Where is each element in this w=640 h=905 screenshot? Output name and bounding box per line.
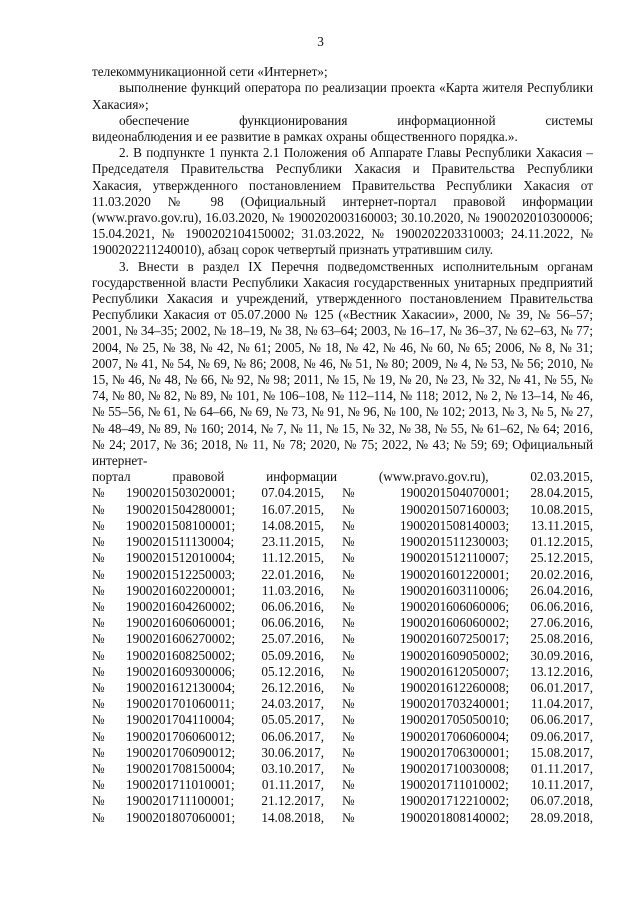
publication-date: 23.11.2015, — [261, 534, 324, 550]
no-sign: № — [92, 615, 105, 631]
publication-references-table — [92, 485, 593, 825]
registration-number: 1900201603110006; — [400, 582, 509, 598]
publication-date: 13.11.2015, — [530, 517, 593, 533]
no-sign: № — [92, 809, 105, 825]
no-sign: № — [92, 777, 105, 793]
no-sign: № — [342, 485, 355, 501]
registration-number: 1900201711010002; — [400, 777, 509, 793]
publication-date: 22.01.2016, — [261, 566, 324, 582]
no-sign: № — [342, 517, 355, 533]
no-sign: № — [92, 744, 105, 760]
registration-number: 1900201609050002; — [400, 647, 510, 663]
no-sign: № — [342, 566, 355, 582]
no-sign: № — [92, 582, 105, 598]
no-sign: № — [342, 744, 355, 760]
paragraph-item-3: 3. Внести в раздел IX Перечня подведомственных исполнительным органам государственной власти Республики Хакасия государственных унитарных предприятий Республики Хакасия и учреждений, утвержденного постановлением Правительства Республики Хакасия от 05.07.2000 № 125 («Вестник Хакасии», 2000, № 39, № 56–57; 2001, № 34–35; 2002, № 18–19, № 38, № 63–64; 2003, № 16–17, № 36–37, № 62–63, № 77; 2004, № 25, № 38, № 42, № 61; 2005, № 18, № 42, № 46, № 60, № 65; 2006, № 8, № 31; 2007, № 41, № 54, № 69, № 86; 2008, № 46, № 51, № 80; 2009, № 4, № 53, № 56; 2010, № 15, № 46, № 48, № 66, № 92, № 98; 2011, № 15, № 19, № 20, № 23, № 32, № 41, № 55, № 74, № 80, № 82, № 89, № 101, № 106–108, № 112–114, № 118; 2012, № 2, № 13–14, № 46, № 55–56, № 61, № 64–66, № 69, № 73, № 91, № 96, № 100, № 102; 2013, № 3, № 5, № 27, № 48–49, № 89, № 160; 2014, № 7, № 11, № 15, № 32, № 38, № 55, № 61–62, № 64; 2016, № 24; 2017, № 36; 2018, № 11, № 78; 2020, № 75; 2022, № 43; № 59; 69; Официальный интернет- — [92, 258, 593, 469]
registration-number: 1900201604260002; — [126, 598, 236, 614]
publication-date: 28.04.2015, — [530, 485, 593, 501]
table-row — [92, 712, 593, 728]
publication-date: 13.12.2016, — [530, 663, 593, 679]
table-row — [92, 518, 593, 534]
registration-number: 1900201512250003; — [126, 566, 236, 582]
registration-number: 1900201701060011; — [126, 696, 235, 712]
table-row — [92, 664, 593, 680]
publication-date: 25.07.2016, — [261, 631, 324, 647]
table-row — [92, 631, 593, 647]
registration-number: 1900201612130004; — [126, 679, 236, 695]
no-sign: № — [342, 777, 355, 793]
registration-number: 1900201706060012; — [126, 728, 236, 744]
registration-number: 1900201808140002; — [400, 809, 510, 825]
paragraph-item-2: 2. В подпункте 1 пункта 2.1 Положения об Аппарате Главы Республики Хакасия – Председателя Правительства Республики Хакасия и Правительства Республики Хакасия, утвержденного постановлением Правительства Республики Хакасия от 11.03.2020 № 98 (Официальный интернет-портал правовой информации (www.pravo.gov.ru), 16.03.2020, № 1900202003160003; 30.10.2020, № 1900202010300006; 15.04.2021, № 1900202104150002; 31.03.2022, № 1900202203310003; 24.11.2022, № 1900202211240010), абзац сорок четвертый признать утратившим силу. — [92, 145, 593, 258]
word: информационной — [397, 112, 496, 128]
registration-number: 1900201612260008; — [400, 679, 510, 695]
publication-date: 26.12.2016, — [261, 679, 324, 695]
publication-date: 01.11.2017, — [530, 760, 593, 776]
publication-date: 25.08.2016, — [530, 631, 593, 647]
table-row — [92, 550, 593, 566]
page-number: 3 — [317, 34, 324, 49]
paragraph-operator-functions: выполнение функций оператора по реализации проекта «Карта жителя Республики Хакасия»; — [92, 80, 593, 112]
word: (www.pravo.gov.ru), — [378, 469, 489, 485]
registration-number: 1900201504070001; — [400, 485, 510, 501]
registration-number: 1900201508100001; — [126, 517, 236, 533]
publication-date: 06.06.2016, — [530, 598, 593, 614]
publication-date: 06.06.2016, — [261, 598, 324, 614]
no-sign: № — [342, 615, 355, 631]
table-row — [92, 648, 593, 664]
publication-date: 07.04.2015, — [261, 485, 324, 501]
text-line-spread — [92, 113, 593, 129]
publication-date: 15.08.2017, — [530, 744, 593, 760]
registration-number: 1900201606270002; — [126, 631, 236, 647]
word: функционирования — [239, 112, 348, 128]
registration-number: 1900201503020001; — [126, 485, 236, 501]
no-sign: № — [92, 517, 105, 533]
word: портал — [92, 469, 131, 485]
word: обеспечение — [119, 112, 190, 128]
table-row — [92, 485, 593, 501]
publication-date: 10.11.2017, — [530, 777, 593, 793]
portal-line — [92, 469, 593, 485]
no-sign: № — [342, 647, 355, 663]
table-row — [92, 680, 593, 696]
word: 02.03.2015, — [530, 469, 593, 485]
registration-number: 1900201703240001; — [400, 696, 510, 712]
publication-date: 06.06.2017, — [261, 728, 324, 744]
table-row — [92, 777, 593, 793]
publication-date: 01.12.2015, — [530, 534, 593, 550]
table-row — [92, 810, 593, 826]
registration-number: 1900201710030008; — [400, 760, 510, 776]
publication-date: 06.06.2017, — [530, 712, 593, 728]
no-sign: № — [342, 550, 355, 566]
registration-number: 1900201608250002; — [126, 647, 236, 663]
word: информации — [266, 469, 338, 485]
no-sign: № — [342, 679, 355, 695]
publication-date: 01.11.2017, — [261, 777, 324, 793]
no-sign: № — [342, 582, 355, 598]
registration-number: 1900201602200001; — [126, 582, 236, 598]
table-row — [92, 502, 593, 518]
no-sign: № — [92, 663, 105, 679]
no-sign: № — [342, 534, 355, 550]
text-line: телекоммуникационной сети «Интернет»; — [92, 64, 328, 80]
no-sign: № — [342, 712, 355, 728]
no-sign: № — [342, 631, 355, 647]
publication-date: 05.05.2017, — [261, 712, 324, 728]
registration-number: 1900201712210002; — [400, 793, 510, 809]
registration-number: 1900201512110007; — [400, 550, 509, 566]
publication-date: 06.01.2017, — [530, 679, 593, 695]
table-row — [92, 761, 593, 777]
registration-number: 1900201508140003; — [400, 517, 510, 533]
no-sign: № — [92, 679, 105, 695]
no-sign: № — [92, 550, 105, 566]
publication-date: 26.04.2016, — [530, 582, 593, 598]
publication-date: 10.08.2015, — [530, 501, 593, 517]
publication-date: 27.06.2016, — [530, 615, 593, 631]
no-sign: № — [92, 501, 105, 517]
publication-date: 11.04.2017, — [530, 696, 593, 712]
registration-number: 1900201609300006; — [126, 663, 236, 679]
registration-number: 1900201704110004; — [126, 712, 235, 728]
publication-date: 24.03.2017, — [261, 696, 324, 712]
no-sign: № — [92, 696, 105, 712]
publication-date: 11.03.2016, — [261, 582, 324, 598]
registration-number: 1900201511230003; — [400, 534, 509, 550]
publication-date: 14.08.2015, — [261, 517, 324, 533]
text-line: видеонаблюдения и ее развитие в рамках охраны общественного порядка.». — [92, 129, 518, 145]
table-row — [92, 729, 593, 745]
registration-number: 1900201504280001; — [126, 501, 236, 517]
no-sign: № — [342, 809, 355, 825]
publication-date: 30.06.2017, — [261, 744, 324, 760]
registration-number: 1900201612050007; — [400, 663, 510, 679]
no-sign: № — [92, 598, 105, 614]
no-sign: № — [342, 696, 355, 712]
registration-number: 1900201807060001; — [126, 809, 236, 825]
publication-date: 05.09.2016, — [261, 647, 324, 663]
registration-number: 1900201706090012; — [126, 744, 236, 760]
no-sign: № — [92, 566, 105, 582]
registration-number: 1900201512010004; — [126, 550, 236, 566]
registration-number: 1900201706300001; — [400, 744, 510, 760]
table-row — [92, 583, 593, 599]
no-sign: № — [92, 631, 105, 647]
publication-date: 16.07.2015, — [261, 501, 324, 517]
word: правовой — [172, 469, 225, 485]
publication-date: 03.10.2017, — [261, 760, 324, 776]
no-sign: № — [92, 485, 105, 501]
no-sign: № — [92, 760, 105, 776]
table-row — [92, 615, 593, 631]
publication-date: 21.12.2017, — [261, 793, 324, 809]
table-row — [92, 696, 593, 712]
table-row — [92, 534, 593, 550]
publication-date: 09.06.2017, — [530, 728, 593, 744]
registration-number: 1900201711100001; — [126, 793, 235, 809]
registration-number: 1900201705050010; — [400, 712, 510, 728]
no-sign: № — [92, 647, 105, 663]
publication-date: 05.12.2016, — [261, 663, 324, 679]
publication-date: 28.09.2018, — [530, 809, 593, 825]
registration-number: 1900201711010001; — [126, 777, 235, 793]
registration-number: 1900201606060002; — [400, 615, 510, 631]
table-row — [92, 745, 593, 761]
registration-number: 1900201606060006; — [400, 598, 510, 614]
no-sign: № — [342, 501, 355, 517]
registration-number: 1900201607250017; — [400, 631, 510, 647]
no-sign: № — [92, 793, 105, 809]
no-sign: № — [92, 534, 105, 550]
publication-date: 14.08.2018, — [261, 809, 324, 825]
word: системы — [545, 112, 593, 128]
no-sign: № — [342, 793, 355, 809]
registration-number: 1900201511130004; — [126, 534, 235, 550]
publication-date: 11.12.2015, — [261, 550, 324, 566]
publication-date: 25.12.2015, — [530, 550, 593, 566]
publication-date: 20.02.2016, — [530, 566, 593, 582]
no-sign: № — [342, 728, 355, 744]
table-row — [92, 793, 593, 809]
table-row — [92, 567, 593, 583]
table-row — [92, 599, 593, 615]
publication-date: 06.06.2016, — [261, 615, 324, 631]
no-sign: № — [92, 712, 105, 728]
no-sign: № — [342, 598, 355, 614]
registration-number: 1900201708150004; — [126, 760, 236, 776]
no-sign: № — [342, 760, 355, 776]
no-sign: № — [92, 728, 105, 744]
publication-date: 06.07.2018, — [530, 793, 593, 809]
no-sign: № — [342, 663, 355, 679]
registration-number: 1900201507160003; — [400, 501, 510, 517]
registration-number: 1900201601220001; — [400, 566, 510, 582]
publication-date: 30.09.2016, — [530, 647, 593, 663]
registration-number: 1900201606060001; — [126, 615, 236, 631]
registration-number: 1900201706060004; — [400, 728, 510, 744]
